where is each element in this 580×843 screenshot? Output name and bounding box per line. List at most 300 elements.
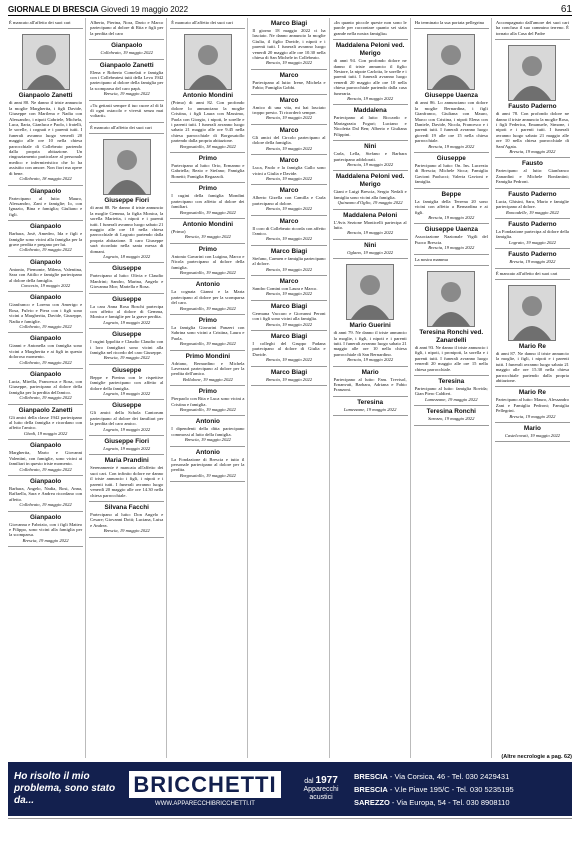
- notice-text: Beppe e Pierina con le rispettive famiglie partecipano con affetto al dolore della famiglia.: [90, 374, 164, 391]
- notice-place-date: Quinzano d'Oglio, 19 maggio 2022: [337, 200, 403, 206]
- obituary-notice: [414, 29, 489, 153]
- notice-text: Partecipano al lutto: Mauro, Alessandro, Zani e famiglie; Io, con Ignazio, Bina e famiglia; Giuliano e figli.: [9, 195, 83, 217]
- obituary-notice: [89, 60, 164, 101]
- notice-text: di anni 88. Ne danno il triste annuncio la moglie Gemma, la figlia Monica, la sorella Marietta, i nipoti e i parenti tutti. I funerali avranno luogo sabato 21 maggio alle ore 10 nella chiesa parrocchiale di Lograto partendo dalla propria abitazione. Il caro Giuseppe sarà ricordato nella santa messa di domani.: [90, 205, 164, 254]
- deceased-name: Marco Biagi: [270, 20, 308, 27]
- deceased-name: Gianpaolo: [29, 513, 62, 521]
- obituary-notice: [89, 40, 164, 59]
- notice-text: di anni 86. Lo annunciano con dolore la moglie Bernardina, i figli Gianfranco, Giuliana con Mauro, Marco con Cristina, i nipoti Elena con Daniele, Davide, Nicola, Francesco e i parenti tutti. I funerali avranno luogo giovedì 19 alle ore 15 nella chiesa parrocchiale.: [414, 100, 488, 144]
- obituary-notice: [170, 219, 245, 244]
- obituary-notice: [170, 279, 245, 315]
- notice-place-date: Brescia, 19 maggio 2022: [428, 214, 475, 220]
- deceased-portrait-photo: [184, 34, 232, 90]
- notice-text: Gianfranco e Lorena con Amerigo e Rosa, Fulvio e Piera con i figli sono vicini a Margherita, Davide, Giuseppe, Nadia e famiglie.: [9, 302, 83, 324]
- ad-brand: [118, 772, 292, 807]
- notice-place-date: Brescia, 19 maggio 2022: [265, 206, 312, 212]
- deceased-name: Antonio: [195, 418, 220, 426]
- deceased-name: Giuseppe: [112, 295, 142, 303]
- notice-place-date: Brescia, 19 maggio 2022: [428, 245, 475, 251]
- notice-place-date: Lograto, 18 maggio 2022: [103, 253, 151, 259]
- notice-text: Il coro di Collebeato ricorda con affetto l'amico.: [252, 225, 326, 236]
- notice-text: La Fondazione partecipa al dolore della famiglia.: [495, 228, 569, 240]
- deceased-name: Marco Biagi: [270, 302, 308, 310]
- notice-place-date: Borgosatollo, 19 maggio 2022: [179, 407, 236, 413]
- obituary-notice: [8, 221, 83, 257]
- notice-text: di anni 78. Con profondo dolore ne danno il triste annuncio la moglie Rosa, i figli Federica, Emanuele, Simone, i nipoti e i parenti tutti. I funerali avranno luogo sabato 21 maggio alle ore 10 nella chiesa parrocchiale di Sant'Agata.: [495, 111, 569, 149]
- notice-text: Partecipano al lutto: famiglia Rovida; Gian Piero Caldieri.: [414, 385, 488, 397]
- deceased-name: Marco: [279, 126, 299, 134]
- obituary-notice: [251, 185, 326, 215]
- deceased-name: Giuseppe Fiori: [104, 197, 150, 205]
- header-left: [8, 5, 188, 14]
- deceased-name: Gianpaolo: [29, 442, 62, 450]
- obituary-notice: [414, 266, 489, 376]
- deceased-name: Marco: [279, 157, 299, 165]
- ad-contact-row: BRESCIA - Via Corsica, 46 - Tel. 030 2429431: [354, 771, 510, 781]
- notice-place-date: Castelcovati, 19 maggio 2022: [504, 433, 560, 438]
- obituary-notice: [414, 406, 489, 425]
- deceased-name: Gianpaolo: [29, 371, 62, 379]
- deceased-name: Gianpaolo Zanetti: [18, 406, 73, 414]
- notice-text: (Primo): [171, 228, 186, 234]
- obituary-notice: [251, 155, 326, 185]
- deceased-name: Antonio: [195, 281, 220, 289]
- notice-text: Giani e Luigi Brescia, Sergio Nedali e famiglia sono vicini alla famiglia.: [333, 189, 407, 200]
- notice-text: È mancato all'affetto dei suoi cari: [90, 124, 152, 130]
- deceased-name: Giuseppe Fiori: [104, 438, 150, 446]
- notice-place-date: Borgosatollo, 19 maggio 2022: [179, 472, 236, 478]
- deceased-name: Fausto Paderno: [508, 220, 557, 228]
- notice-text: Antonio Gavarini con Luigina, Marco e Nicola partecipano al dolore della famiglia.: [171, 253, 245, 270]
- notice-text: Barbara, Josè, Amedeo, Ida e figli e famiglie sono vicini alla famiglia per la grave perdita e pregano per lui.: [9, 231, 83, 247]
- deceased-name: Giuseppe: [112, 265, 142, 273]
- notice-place-date: Collebeato, 19 maggio 2022: [19, 359, 72, 365]
- ad-contact-address: V.le Piave 195/C: [394, 784, 450, 794]
- notice-text: I cugini Ippolita e Claudio Claudio con i loro famigliari sono vicini alla famiglia nel ricordo del caro Giuseppe.: [90, 339, 164, 355]
- notice-text: La famiglia della Terrena 20 sono vicini con affetto a Bernardina e ai figli.: [414, 198, 488, 215]
- obituary-notice: [89, 101, 164, 123]
- deceased-name: Fausto Paderno: [508, 190, 557, 198]
- obituary-notice: [89, 400, 164, 436]
- notice-place-date: Brescia, 19 maggio 2022: [265, 357, 312, 363]
- obituary-notice: [89, 294, 164, 330]
- obituary-notice: [251, 367, 326, 386]
- deceased-name: Gianpaolo Zanetti: [99, 61, 154, 69]
- notice-text: Partecipano al lutto: Fam. Trevisol, Ernanvati, Barbara, Adriana e Fabio Franzoni.: [333, 376, 407, 393]
- notice-place-date: Collebeato, 19 maggio 2022: [19, 247, 72, 253]
- deceased-name: Maddalena Peloni ved. Merigo: [335, 173, 405, 189]
- obituary-column: [170, 18, 248, 758]
- obituary-column: [89, 18, 167, 758]
- continuation-note: (Altre necrologie a pag. 62): [501, 754, 572, 760]
- publication-date: Giovedì 19 maggio 2022: [100, 4, 189, 14]
- obituary-notice: [8, 257, 83, 293]
- notice-text: Partecipano al lutto: Olivia e Claudio Manfrini; Sandro, Marina, Angelo e Giovanna Mor; Mariella e Rosa.: [90, 273, 164, 290]
- obituary-column: [495, 18, 572, 758]
- notice-text: Pierpaolo con Rita e Luca sono vicini a Cristina e famiglia.: [171, 396, 245, 407]
- notice-text: Gianni e Antonella con famiglia sono vicini a Margherita e ai figli in questo doloroso momento.: [9, 343, 83, 360]
- deceased-name: Primo Mondini: [185, 352, 231, 360]
- obituary-notice: [170, 183, 245, 219]
- notice-place-date: Brescia, 19 maggio 2022: [265, 175, 312, 181]
- notice-text: di anni 79. Ne danno il triste annuncio la moglie, i figli, i nipoti e i parenti tutti. I funerali avranno luogo sabato 21 maggio alle ore 10 nella chiesa parrocchiale di San Bernardino.: [333, 330, 407, 357]
- obituary-notice: [495, 158, 570, 188]
- notice-place-date: Lumezzane, 19 maggio 2022: [343, 406, 397, 412]
- deceased-name: Mario Guerini: [349, 322, 391, 330]
- notice-text: Gli amici della Schola Cantorum partecipano al dolore dei familiari per la perdita del caro amico.: [90, 410, 164, 427]
- obituary-notice: [333, 259, 408, 366]
- obituary-notice: [8, 512, 83, 548]
- ad-contact-phone[interactable]: Tel. 030 2429431: [451, 771, 510, 781]
- notice-text: Associazione Nazionale Vigili del Fuoco Brescia.: [414, 234, 488, 245]
- obituary-notice: [495, 189, 570, 219]
- deceased-name: Gianpaolo Zanetti: [18, 92, 73, 100]
- notice-text: È mancato all'affetto dei suoi cari: [495, 270, 558, 276]
- obituary-column: [333, 18, 411, 758]
- ad-since: [292, 774, 350, 802]
- obituary-notice: [333, 40, 408, 105]
- notice-text: Germana Vaccaro e Giovanni Peroni con i figli sono vicini alla famiglia.: [252, 310, 326, 322]
- obituary-notice: [8, 405, 83, 441]
- notice-place-date: Lograto, 19 maggio 2022: [103, 319, 151, 325]
- notice-text: La cara Anna Rosa Boschi partecipa con affetto al dolore di Gemma, Monica e famiglie per la grave perdita.: [90, 303, 164, 320]
- ad-contact-row: SAREZZO - Via Europa, 54 - Tel. 030 8908110: [354, 797, 510, 807]
- notice-text: Gli amici della classe 1942 partecipano al lutto della famiglia e ricordano con affetto l'amico.: [9, 414, 83, 431]
- deceased-name: Teresina Ronchi: [426, 408, 476, 416]
- obituary-notice: [8, 18, 83, 29]
- notice-text: I colleghi del Gruppo Padana partecipano al dolore di Giulia e Davide.: [252, 341, 326, 357]
- notice-place-date: Brescia, 19 maggio 2022: [347, 230, 394, 236]
- obituary-notice: [170, 29, 245, 153]
- deceased-name: Teresina: [438, 377, 465, 385]
- obituary-notice: [170, 416, 245, 446]
- deceased-name: Marco: [279, 71, 299, 79]
- obituary-notice: [89, 18, 164, 40]
- notice-place-date: Roncadelle, 19 maggio 2022: [506, 209, 559, 215]
- notice-text: Sandro Comini con Laura e Marco.: [252, 285, 318, 291]
- advertisement-banner[interactable]: [8, 762, 572, 816]
- notice-place-date: Lumezzane, 19 maggio 2022: [424, 396, 478, 402]
- deceased-portrait-photo: [103, 139, 151, 195]
- notice-text: La famiglia Giavarini Panzeri con Sabrina sono vicini a Cristina, Laura e Paola.: [171, 324, 245, 341]
- notice-place-date: Brescia, 19 maggio 2022: [103, 91, 150, 97]
- obituary-notice: [170, 351, 245, 387]
- notice-text: Gli amici del Circolo partecipano al dolore della famiglia.: [252, 134, 326, 146]
- deceased-name: Fausto Paderno: [508, 103, 557, 111]
- obituary-notice: [251, 125, 326, 155]
- notice-text: L'Avis Sezione Monticelli partecipa al lutto.: [333, 219, 407, 230]
- obituary-notice: [333, 397, 408, 416]
- ad-since-year: 1977: [315, 774, 338, 786]
- obituary-notice: [495, 18, 570, 40]
- notice-text: La Fondazione di Brescia e tutto il personale partecipano al dolore per la perdita.: [171, 456, 245, 473]
- notice-place-date: Brescia, 19 maggio 2022: [103, 355, 150, 361]
- deceased-name: Silvana Facchi: [104, 503, 149, 511]
- deceased-name: Gianpaolo: [111, 42, 143, 50]
- obituary-notice: [414, 255, 489, 266]
- deceased-name: Giuseppe Uaenza: [424, 92, 478, 100]
- deceased-portrait-photo: [22, 34, 70, 90]
- notice-place-date: Borgosatollo, 19 maggio 2022: [179, 305, 236, 311]
- obituary-notice: [495, 269, 570, 280]
- notice-text: I cugini della famiglia Mondini partecipano con affetto al dolore dei familiari.: [171, 193, 245, 210]
- notice-place-date: Lograto, 19 maggio 2022: [103, 446, 151, 452]
- notice-text: Lucia, Mirella, Francesca e Rosa, con Giuseppe, partecipano al dolore della famiglia per la perdita dell'amico.: [9, 379, 83, 395]
- obituary-notice: [414, 189, 489, 225]
- notice-text: Amico di una vita, mi hai lasciato troppo presto. Ti ricorderò sempre.: [252, 104, 326, 116]
- obituary-notice: [414, 224, 489, 254]
- ad-contact-phone[interactable]: Tel. 030 5235195: [456, 784, 514, 794]
- obituary-notice: [89, 123, 164, 134]
- deceased-name: Gianpaolo: [29, 294, 62, 302]
- deceased-portrait-photo: [508, 45, 556, 101]
- obituary-notice: [495, 219, 570, 249]
- notice-text: Margherita, Mario e Giovanni Valentini, con famiglie, sono vicini ai familiari in questo triste momento.: [9, 450, 83, 467]
- obituary-notice: [170, 447, 245, 483]
- notice-text: (Primo) di anni 82. Con profondo dolore lo annunciano la moglie Cristina, i figli Laura con Massimo, Paola con Giorgio, i nipoti, le sorelle e i parenti tutti. I funerali avranno luogo sabato 21 maggio alle ore 9.45 nella chiesa parrocchiale di Borgosatollo partendo dalla propria abitazione.: [171, 100, 245, 144]
- notice-place-date: Borgosatollo, 19 maggio 2022: [179, 209, 236, 215]
- obituary-notice: [251, 70, 326, 95]
- deceased-portrait-photo: [346, 264, 394, 320]
- notice-place-date: Collebeato, 19 maggio 2022: [19, 324, 72, 329]
- notice-text: «Tu gettasti sempre il tuo cuore al di là di ogni ostacolo e vivesti senza mai voltarti»: [90, 102, 164, 119]
- notice-place-date: Borgosatollo, 18 maggio 2022: [179, 143, 236, 149]
- obituary-notice: [89, 329, 164, 365]
- notice-place-date: Brescia, 19 maggio 2022: [347, 96, 394, 102]
- deceased-name: Nini: [364, 241, 377, 249]
- obituary-notice: [8, 369, 83, 405]
- obituary-notice: [170, 18, 245, 29]
- ad-url[interactable]: WWW.APPARECCHIBRICCHETTI.IT: [155, 800, 255, 807]
- notice-place-date: Brescia, 19 maggio 2022: [265, 266, 312, 272]
- notice-place-date: Lograto, 19 maggio 2022: [103, 391, 151, 397]
- notice-place-date: Collebeato, 18 maggio 2022: [19, 176, 72, 182]
- obituary-notice: [251, 216, 326, 246]
- notice-place-date: Brescia, 19 maggio 2022: [184, 234, 231, 240]
- deceased-name: Giuseppe Uaenza: [424, 226, 478, 234]
- notice-text: Partecipano al lutto: On. Ins. Lucrezia di Brescia; Michele Sicca; Famiglia Gavioni Paolucci; Valeria Gavioni e famiglia.: [414, 163, 488, 185]
- deceased-name: Marco Biagi: [270, 247, 308, 255]
- deceased-name: Fausto Paderno: [508, 251, 557, 259]
- notice-place-date: Brescia, 19 maggio 2022: [265, 291, 312, 297]
- notice-text: Lucia, Ghisini, Sara, Mario e famiglie partecipano al dolore.: [495, 198, 569, 210]
- notice-place-date: Brescia, 19 maggio 2022: [22, 537, 69, 543]
- deceased-name: Giuseppe: [112, 331, 142, 339]
- obituary-notice: [170, 386, 245, 416]
- obituary-notice: [495, 249, 570, 268]
- notice-text: Ha terminato la sua portata pellegrina: [414, 20, 484, 25]
- obituary-notice: [89, 436, 164, 455]
- deceased-name: Teresina Ronchi ved. Zanardelli: [419, 328, 484, 344]
- deceased-name: Marco Biagi: [270, 368, 308, 376]
- obituary-notice: [251, 301, 326, 331]
- notice-place-date: Brescia, 19 maggio 2022: [509, 259, 556, 265]
- obituary-notice: [333, 141, 408, 171]
- notice-place-date: Lograto, 19 maggio 2022: [103, 426, 151, 432]
- notice-text: La nostra mamma: [414, 256, 448, 262]
- obituary-notice: [8, 440, 83, 476]
- notice-place-date: Brescia, 19 maggio 2022: [265, 115, 312, 121]
- notice-text: Accompagnato dall'amore dei suoi cari ha concluso il suo cammino terreno. È tornato alla Casa del Padre: [495, 20, 569, 36]
- page-number: 61: [560, 3, 572, 15]
- notice-place-date: Brescia, 19 maggio 2022: [265, 376, 312, 382]
- notice-place-date: Collebeato, 19 maggio 2022: [19, 466, 72, 472]
- ad-brand-name: BRICCHETTI: [129, 771, 280, 798]
- ad-contacts: [350, 770, 572, 809]
- obituary-column: [414, 18, 492, 758]
- notice-place-date: Oglano, 19 maggio 2022: [347, 249, 394, 255]
- notice-text: I dipendenti della ditta partecipano commossi al lutto della famiglia.: [171, 426, 245, 437]
- notice-text: Antonio, Piemonte, Milena, Valentina, Sara con Attilio e famiglie partecipano al dolore della famiglia.: [9, 266, 83, 283]
- obituary-notice: [495, 40, 570, 158]
- obituary-notice: [89, 455, 164, 501]
- ad-contact-city: BRESCIA: [354, 771, 388, 781]
- notice-place-date: Collebeato, 19 maggio 2022: [100, 50, 153, 56]
- obituary-notice: [170, 244, 245, 280]
- deceased-name: Antonio: [195, 448, 220, 456]
- deceased-name: Mario Re: [518, 342, 546, 350]
- newspaper-name: GIORNALE DI BRESCIA: [8, 4, 99, 14]
- notice-place-date: Brescia, 19 maggio 2022: [265, 321, 312, 327]
- notice-text: di anni 80. Ne danno il triste annuncio la moglie Margherita, i figli Davide, Giuseppe con Marilena e Nadia con Alessandro, i nipoti Gabriele, Michela, Luca, Ilaria, Gianluca e Paolo, i fratelli, le sorelle, i cognati e i parenti tutti. I funerali avranno luogo venerdì 20 maggio alle ore 10 nella chiesa parrocchiale di Collebeato partendo dalla propria abitazione. Un ringraziamento particolare al personale medico e infermieristico che lo ha assistito con amore. Non fiori ma opere di bene.: [9, 100, 83, 176]
- deceased-name: Gianpaolo: [29, 335, 62, 343]
- obituary-notice: [414, 376, 489, 406]
- obituary-notice: [333, 240, 408, 259]
- obituary-notice: [89, 263, 164, 293]
- notice-place-date: Brescia, 19 maggio 2022: [347, 357, 394, 363]
- deceased-name: Maria Prandini: [104, 457, 149, 465]
- obituary-notice: [170, 153, 245, 183]
- obituary-notice: [333, 18, 408, 40]
- obituary-notice: [8, 292, 83, 333]
- deceased-name: Gianpaolo: [29, 477, 62, 485]
- notice-place-date: Brescia, 19 maggio 2022: [428, 143, 475, 149]
- deceased-name: Antonio Mondini: [182, 92, 234, 100]
- deceased-name: Marco: [279, 217, 299, 225]
- notice-text: È mancato all'affetto dei suoi cari: [171, 20, 233, 25]
- notice-place-date: Collebeato, 19 maggio 2022: [19, 395, 72, 401]
- ad-contact-phone[interactable]: Tel. 030 8908110: [452, 797, 510, 807]
- notice-text: di anni 93. Ne danno il triste annuncio i figli, i nipoti, i pronipoti, la sorella e i parenti tutti. I funerali avranno luogo venerdì 20 maggio alle ore 15 nella chiesa parrocchiale.: [414, 344, 488, 372]
- notice-place-date: Lograto, 19 maggio 2022: [508, 239, 556, 245]
- obituary-notice: [251, 276, 326, 301]
- notice-text: di anni 94. Con profondo dolore ne danno il triste annuncio il figlio Nestore, la nipote Carlotta, le sorelle e i parenti tutti. I funerali avranno luogo venerdì 20 maggio alle ore 10 nella chiesa parrocchiale partendo dalla casa funeraria.: [333, 58, 407, 96]
- deceased-name: Marco Biagi: [270, 333, 308, 340]
- ad-contact-row: BRESCIA - V.le Piave 195/C - Tel. 030 5235195: [354, 784, 514, 794]
- ad-slogan: Ho risolto il mio problema, sono stato da...: [14, 771, 116, 806]
- obituary-notice: [251, 18, 326, 70]
- obituary-notice: [251, 246, 326, 276]
- deceased-name: Fausto: [521, 160, 543, 168]
- obituary-notice: [251, 331, 326, 367]
- deceased-name: Gianpaolo: [29, 258, 62, 266]
- deceased-name: Antonio Mondini: [182, 220, 234, 228]
- deceased-name: Mario: [361, 368, 379, 376]
- deceased-name: Giuseppe: [112, 402, 142, 410]
- deceased-name: Primo: [198, 245, 217, 253]
- ad-contact-city: BRESCIA: [354, 784, 388, 794]
- notice-text: È mancato all'affetto dei suoi cari: [9, 20, 71, 25]
- obituary-notice: [170, 315, 245, 351]
- obituary-column: [8, 18, 86, 758]
- deceased-name: Mario: [523, 425, 541, 432]
- notice-text: Serenamente è mancata all'affetto dei suoi cari. Con infinito dolore ne danno il triste annuncio i figli, i nipoti e i parenti tutti. I funerali avranno luogo venerdì 20 maggio alle ore 14.30 nella chiesa parrocchiale.: [90, 465, 164, 498]
- deceased-name: Marco: [279, 277, 299, 285]
- notice-place-date: Brescia, 19 maggio 2022: [509, 413, 556, 419]
- obituary-notice: [8, 476, 83, 512]
- notice-place-date: Brescia, 19 maggio 2022: [265, 60, 312, 66]
- obituary-notice: [8, 333, 83, 369]
- obituary-column: [251, 18, 329, 758]
- notice-text: Luca, Paolo e la famiglia Gallo sono vicini a Giulia e Davide.: [252, 165, 326, 176]
- notice-text: Partecipano al lutto: Riccardo e Mariagrazia Fogari; Luciano e Nicoletta Dal Ben; Alberto e Giuliana Filippini.: [333, 115, 407, 137]
- notice-place-date: Bollulone, 19 maggio 2022: [182, 376, 233, 382]
- obituary-notice: [8, 29, 83, 185]
- deceased-portrait-photo: [427, 34, 475, 90]
- notice-text: di anni 87. Ne danno il triste annuncio la moglie, i figli, i nipoti e i parenti tutti. I funerali avranno luogo sabato 21 maggio alle ore 15.30 nella chiesa parrocchiale partendo dalla propria abitazione.: [495, 350, 569, 383]
- notice-text: Partecipano al lutto: Gianfranco Zanardini e Michele Bonfantini; Famiglia Pedroni.: [495, 168, 569, 185]
- notice-text: Barbara, Angelo, Nadia, Rosi, Anna, Raffaella, Sara e Andrea ricordano con affetto.: [9, 485, 83, 502]
- ad-since-text: Apparecchi acustici: [303, 785, 339, 801]
- notice-text: Partecipano al lutto: Orio, Ermanno e Gabriella; Rezio e Stefano; Famiglia Bonetti; Famiglia Regazzoli.: [171, 163, 245, 179]
- deceased-name: Marco: [279, 96, 299, 104]
- deceased-name: Nini: [364, 143, 377, 151]
- deceased-name: Maddalena Peloni ved. Merigo: [335, 42, 405, 58]
- deceased-name: Gianpaolo: [29, 223, 62, 231]
- deceased-portrait-photo: [427, 271, 475, 327]
- notice-place-date: Brescia, 19 maggio 2022: [265, 236, 312, 242]
- deceased-name: Primo: [198, 155, 217, 163]
- notice-text: La cognata Gianni e la Maria partecipano al dolore per la scomparsa del caro.: [171, 289, 245, 306]
- obituary-notice: [414, 153, 489, 189]
- obituary-notice: [495, 280, 570, 387]
- deceased-name: Beppe: [441, 190, 462, 198]
- deceased-name: Marco: [279, 187, 299, 195]
- deceased-name: Teresina: [357, 398, 384, 406]
- notice-text: Alberto Gizella con Camilla e Carla partecipano al dolore.: [252, 195, 326, 206]
- deceased-name: Primo: [198, 316, 217, 324]
- ad-since-label: dal: [304, 777, 314, 785]
- notice-text: «In quanto piccole queste non sono le parole per raccontare quanto sei stata grande nella nostra famiglia»: [333, 20, 407, 36]
- deceased-name: Mario Re: [518, 389, 546, 397]
- obituary-notice: [495, 423, 570, 442]
- notice-text: Stefano, Carmen e famiglia partecipano al dolore.: [252, 255, 326, 267]
- obituary-notice: [89, 134, 164, 263]
- deceased-name: Maddalena: [353, 107, 387, 115]
- notice-text: Il giorno 18 maggio 2022 ci ha lasciato. Ne danno annuncio la moglie Giulia, il figlio Davide, i nipoti e i parenti tutti. I funerali avranno luogo venerdì 20 maggio alle ore 10.30 nella chiesa di San Michele in Collebeato.: [252, 28, 326, 61]
- notice-place-date: Brescia, 19 maggio 2022: [347, 161, 394, 167]
- obituary-notice: [333, 367, 408, 397]
- notice-place-date: Sarezzo, 19 maggio 2022: [428, 416, 475, 422]
- obituary-notice: [251, 95, 326, 125]
- notice-text: Alberto, Pierina, Nora, Dario e Marco partecipano al dolore di Rita e figli per la perdita del caro: [90, 20, 164, 36]
- notice-place-date: Borgosatollo, 19 maggio 2022: [179, 341, 236, 347]
- obituary-notice: [89, 502, 164, 538]
- obituary-notice: [495, 387, 570, 423]
- notice-text: Partecipano al lutto: Mauro, Alessandro Zani e Famiglia Pedroni; Famiglia Pellegrini.: [495, 397, 569, 414]
- notice-text: Partecipano al lutto: Irene, Michela e Fabio; Famiglia Gobbi.: [252, 79, 326, 91]
- notice-text: Elena e Roberto Comelati e famiglia con i Collebeatesi tutti della Leva 1942 partecipano al dolore della famiglia per la scomparsa del caro papà.: [90, 69, 164, 91]
- notice-place-date: Brescia, 19 maggio 2022: [265, 145, 312, 151]
- deceased-name: Primo: [198, 185, 217, 193]
- obituary-notice: [89, 365, 164, 401]
- obituary-notice: [414, 18, 489, 29]
- notice-place-date: Collebeato, 19 maggio 2022: [19, 502, 72, 508]
- ad-contact-address: Via Europa, 54: [396, 797, 446, 807]
- page-header: [8, 3, 572, 16]
- obituary-notice: [8, 186, 83, 222]
- deceased-name: Primo: [198, 388, 217, 396]
